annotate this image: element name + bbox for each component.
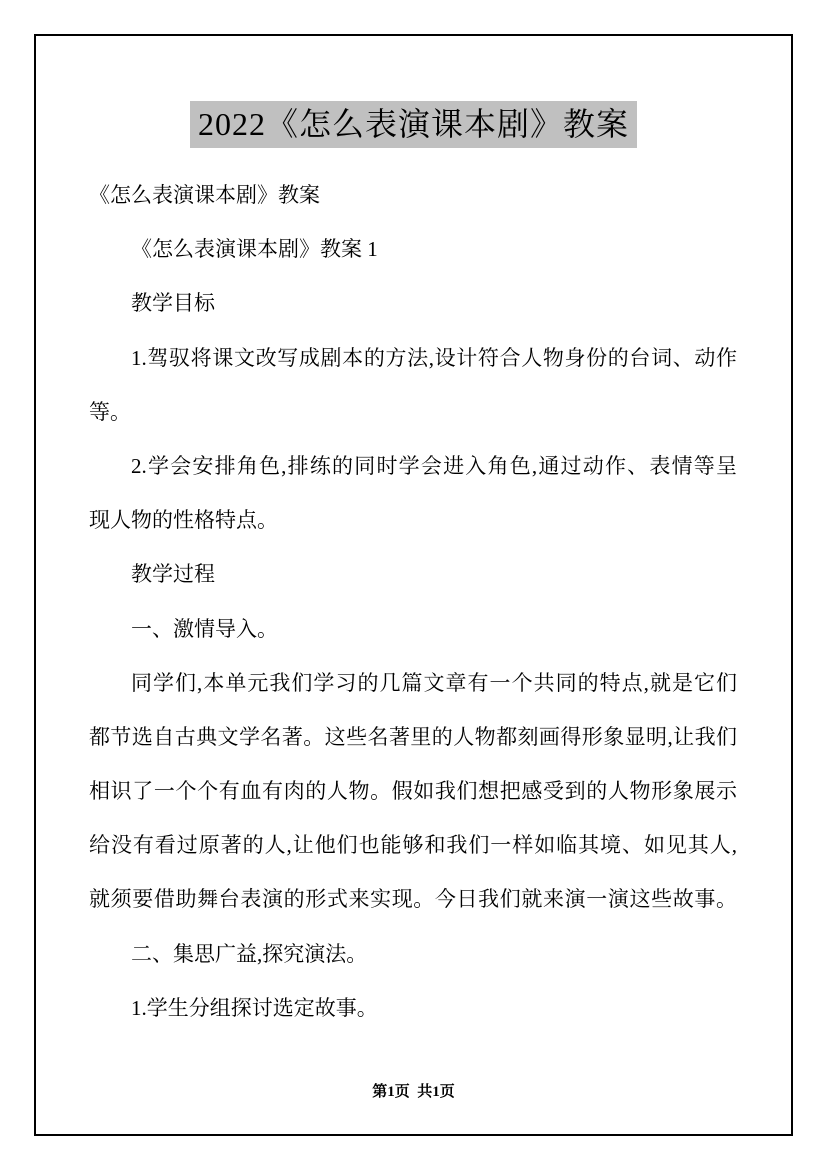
- title-highlight: 2022《怎么表演课本剧》教案: [190, 101, 637, 148]
- body-line: 等。: [89, 399, 131, 424]
- page-number-text: 第1页 共1页: [372, 1084, 455, 1100]
- body-line: 教学目标: [131, 291, 215, 316]
- document-body: [89, 182, 737, 1049]
- body-line: 现人物的性格特点。: [89, 508, 278, 533]
- page-footer: [0, 1080, 827, 1101]
- body-line: 就须要借助舞台表演的形式来实现。今日我们就来演一演这些故事。: [89, 887, 737, 912]
- body-line: 《怎么表演课本剧》教案 1: [131, 237, 378, 262]
- body-line: 1.驾驭将课文改写成剧本的方法,设计符合人物身份的台词、动作: [131, 345, 737, 370]
- body-line: 相识了一个个有血有肉的人物。假如我们想把感受到的人物形象展示: [89, 779, 737, 804]
- body-line: 都节选自古典文学名著。这些名著里的人物都刻画得形象显明,让我们: [89, 724, 737, 749]
- body-line: 给没有看过原著的人,让他们也能够和我们一样如临其境、如见其人,: [89, 833, 737, 858]
- body-line: 二、集思广益,探究演法。: [131, 941, 368, 966]
- body-line: 同学们,本单元我们学习的几篇文章有一个共同的特点,就是它们: [131, 670, 737, 695]
- document-title: [0, 101, 827, 148]
- body-line: 1.学生分组探讨选定故事。: [131, 995, 378, 1020]
- body-line: 一、激情导入。: [131, 616, 278, 641]
- body-line: 《怎么表演课本剧》教案: [89, 183, 320, 207]
- body-line: 2.学会安排角色,排练的同时学会进入角色,通过动作、表情等呈: [131, 453, 737, 478]
- body-line: 教学过程: [131, 562, 215, 587]
